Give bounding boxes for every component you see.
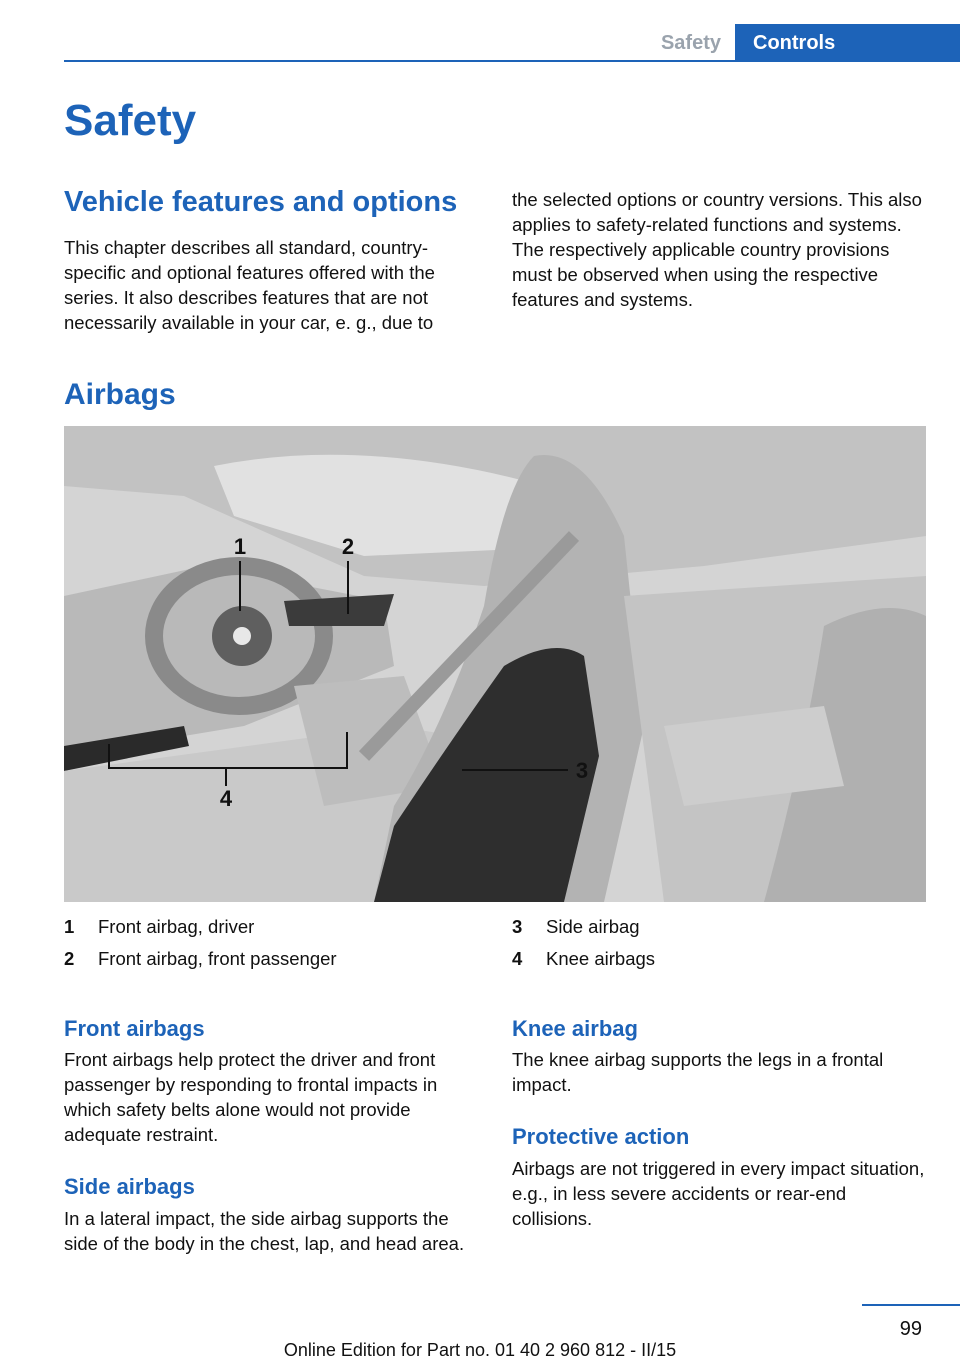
knee-airbag-heading: Knee airbag <box>512 1016 638 1041</box>
page-title: Safety <box>64 96 197 145</box>
page-number: 99 <box>899 1318 922 1340</box>
legend-number: 4 <box>512 948 523 969</box>
side-airbags-heading: Side airbags <box>64 1174 195 1199</box>
knee-airbag-text: The knee airbag supports the legs in a frontal impact. <box>512 1049 884 1095</box>
callout-1: 1 <box>233 534 247 559</box>
legend-number: 3 <box>512 916 523 937</box>
header-tab-safety[interactable]: Safety <box>660 32 721 54</box>
vehicle-features-text-left: This chapter describes all standard, country-specific and optional features offered with the series. It also describes features that are not necessarily available in your car, e. g., due to <box>64 237 435 333</box>
side-airbags-text: In a lateral impact, the side airbag supports the side of the body in the chest, lap, and head area. <box>64 1208 465 1254</box>
footer-edition: Online Edition for Part no. 01 40 2 960 812 - II/15 <box>283 1340 677 1360</box>
header-tab-controls[interactable]: Controls <box>735 24 960 62</box>
legend-item <box>64 914 480 939</box>
legend-item <box>512 946 928 971</box>
protective-action-text: Airbags are not triggered in every impact situation, e.g., in less severe accidents or rear-end collisions. <box>512 1158 925 1229</box>
header-rule <box>64 60 960 62</box>
legend-number: 2 <box>64 948 75 969</box>
airbags-heading: Airbags <box>64 378 176 411</box>
legend-number: 1 <box>64 916 75 937</box>
front-airbags-text: Front airbags help protect the driver and front passenger by responding to frontal impacts in which safety belts alone would not provide adequate restraint. <box>64 1049 438 1145</box>
legend-text: Front airbag, driver <box>98 916 255 937</box>
callout-2: 2 <box>341 534 355 559</box>
legend-text: Front airbag, front passenger <box>98 948 337 969</box>
footer-rule <box>862 1304 960 1306</box>
legend-text: Knee airbags <box>546 948 656 969</box>
protective-action-heading: Protective action <box>512 1124 690 1149</box>
legend-item <box>64 946 480 971</box>
callout-4: 4 <box>219 786 233 811</box>
airbags-illustration <box>64 426 926 902</box>
vehicle-features-heading: Vehicle features and options <box>64 186 458 218</box>
car-interior-drawing <box>64 426 926 902</box>
front-airbags-heading: Front airbags <box>64 1016 205 1041</box>
legend-item <box>512 914 928 939</box>
legend-text: Side airbag <box>546 916 640 937</box>
vehicle-features-text-right: the selected options or country versions. This also applies to safety-related functions and systems. The respectively applicable country provisions must be observed when using the respective features and systems. <box>512 189 922 310</box>
callout-3: 3 <box>575 758 589 783</box>
